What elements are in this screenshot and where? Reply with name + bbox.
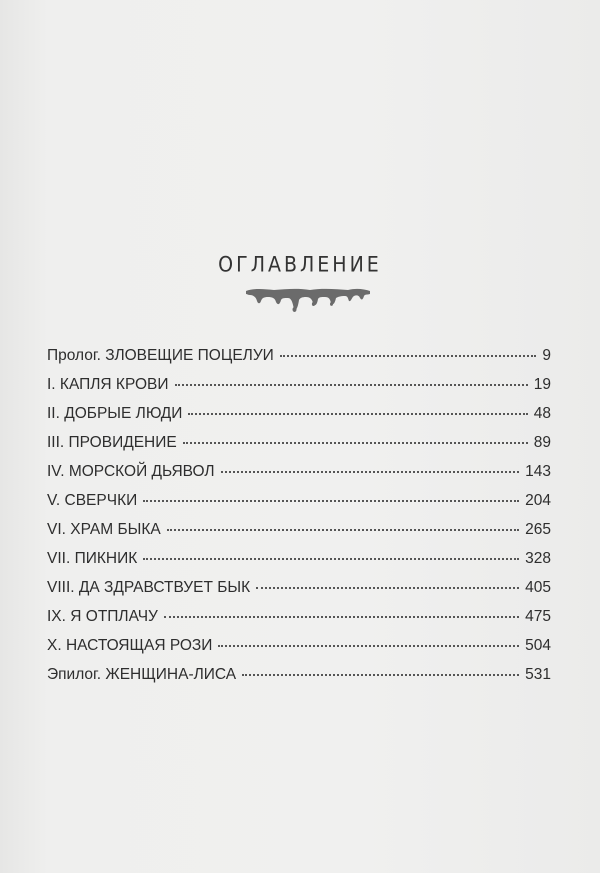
toc-entry-page-number: 19	[533, 376, 551, 393]
toc-entry-title: V. СВЕРЧКИ	[47, 492, 138, 509]
toc-entry-page-number: 48	[533, 405, 551, 422]
dot-leader	[242, 674, 519, 676]
dot-leader	[143, 500, 519, 502]
toc-entry-page-number: 204	[525, 492, 551, 509]
toc-entry-title: VII. ПИКНИК	[47, 550, 138, 567]
toc-entry-title: X. НАСТОЯЩАЯ РОЗИ	[47, 637, 213, 654]
dot-leader	[175, 384, 528, 386]
toc-entry-page-number: 89	[533, 434, 551, 451]
toc-entry-title: III. ПРОВИДЕНИЕ	[47, 434, 177, 451]
toc-entry	[47, 521, 551, 550]
toc-entry-page-number: 9	[542, 347, 551, 364]
toc-entry-page-number: 504	[525, 637, 551, 654]
toc-entry-title: Пролог. ЗЛОВЕЩИЕ ПОЦЕЛУИ	[47, 347, 274, 364]
toc-entry-title: Эпилог. ЖЕНЩИНА-ЛИСА	[47, 666, 237, 683]
dot-leader	[280, 355, 537, 357]
toc-entry-page-number: 265	[525, 521, 551, 538]
toc-entry	[47, 347, 551, 376]
toc-entry	[47, 492, 551, 521]
toc-entry	[47, 579, 551, 608]
dot-leader	[167, 529, 519, 531]
toc-entry-page-number: 143	[525, 463, 551, 480]
dot-leader	[188, 413, 527, 415]
dot-leader	[164, 616, 519, 618]
toc-entry-title: VI. ХРАМ БЫКА	[47, 521, 161, 538]
dot-leader	[256, 587, 519, 589]
page-title: ОГЛАВЛЕНИЕ	[218, 252, 382, 278]
toc-entry	[47, 608, 551, 637]
toc-entry-title: VIII. ДА ЗДРАВСТВУЕТ БЫК	[47, 579, 251, 596]
toc-entry-title: II. ДОБРЫЕ ЛЮДИ	[47, 405, 183, 422]
toc-entry-page-number: 405	[525, 579, 551, 596]
toc-entry-page-number: 531	[525, 666, 551, 683]
dot-leader	[218, 645, 519, 647]
toc-entry-title: IV. МОРСКОЙ ДЬЯВОЛ	[47, 463, 215, 480]
dot-leader	[183, 442, 528, 444]
table-of-contents	[47, 347, 551, 695]
toc-entry	[47, 550, 551, 579]
toc-entry-title: I. КАПЛЯ КРОВИ	[47, 376, 169, 393]
toc-entry	[47, 376, 551, 405]
toc-entry	[47, 434, 551, 463]
dot-leader	[221, 471, 520, 473]
dot-leader	[143, 558, 519, 560]
toc-entry	[47, 463, 551, 492]
toc-entry	[47, 666, 551, 695]
toc-entry-page-number: 475	[525, 608, 551, 625]
toc-entry	[47, 405, 551, 434]
toc-entry	[47, 637, 551, 666]
toc-entry-title: IX. Я ОТПЛАЧУ	[47, 608, 158, 625]
toc-entry-page-number: 328	[525, 550, 551, 567]
dripping-blood-icon	[244, 285, 372, 313]
